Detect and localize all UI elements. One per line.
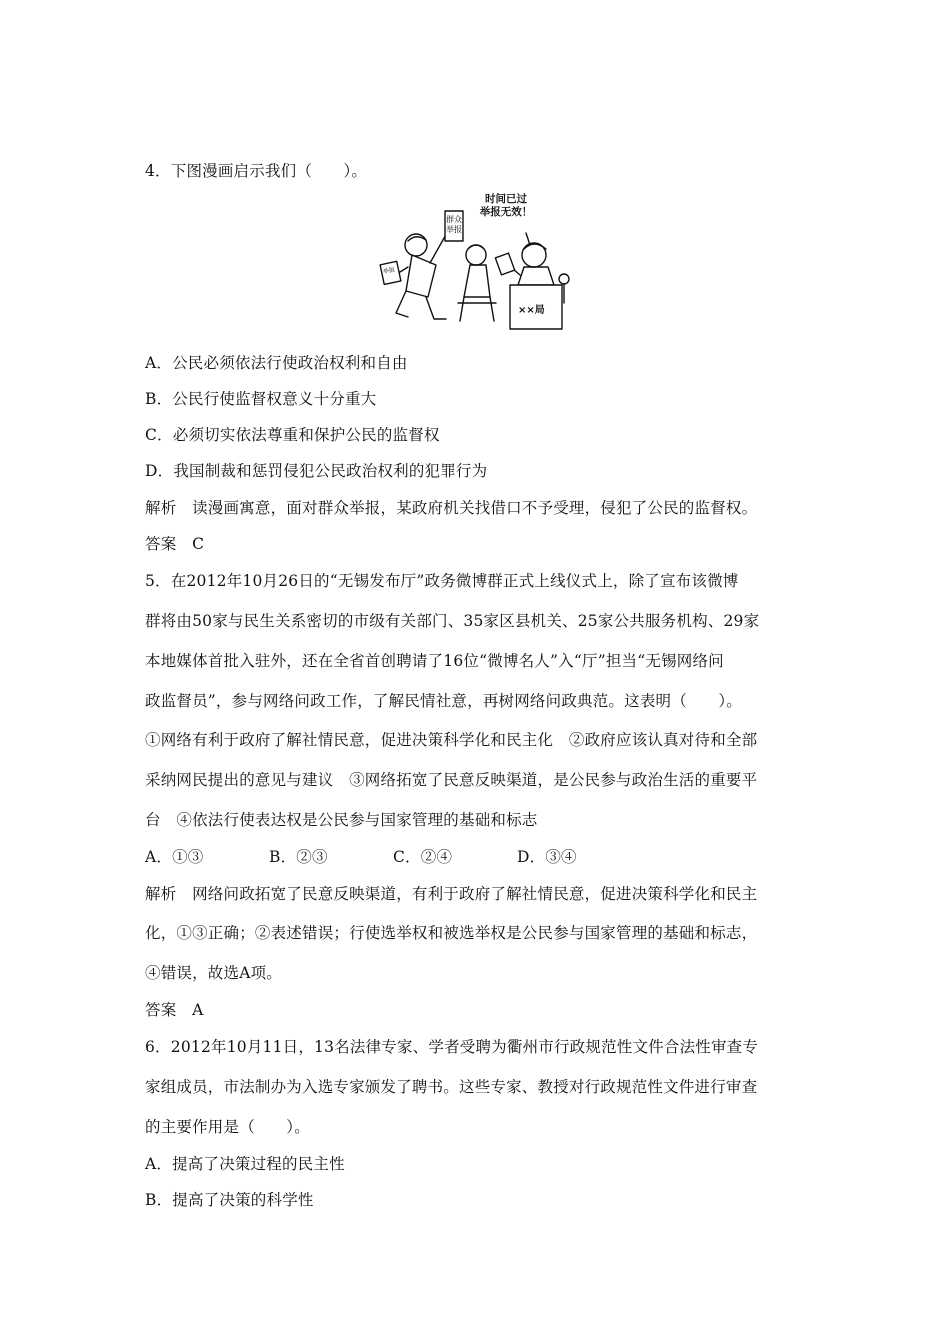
q5-analysis-line-1: 解析 网络问政拓宽了民意反映渠道，有利于政府了解社情民意，促进决策科学化和民主 (145, 885, 758, 903)
q5-option-c: C．②④ (393, 848, 453, 866)
q5-statement-line-1: ①网络有利于政府了解社情民意，促进决策科学化和民主化 ②政府应该认真对待和全部 (145, 731, 758, 749)
q4-answer: 答案 C (145, 535, 205, 553)
q5-options (145, 846, 815, 868)
q5-analysis-line-2: 化，①③正确；②表述错误；行使选举权和被选举权是公民参与国家管理的基础和标志， (145, 924, 758, 942)
q4-option-a: A．公民必须依法行使政治权利和自由 (145, 354, 408, 372)
q6-stem-line-1: 6．2012年10月11日，13名法律专家、学者受聘为衢州市行政规范性文件合法性审查专 (145, 1038, 759, 1056)
cartoon-illustration (378, 193, 578, 338)
q5-stem-line-2: 群将由50家与民生关系密切的市级有关部门、35家区县机关、25家公共服务机构、29家 (145, 612, 760, 630)
speech-bubble-text (476, 193, 536, 219)
q5-answer: 答案 A (145, 1001, 204, 1019)
q5-statement-line-3: 台 ④依法行使表达权是公民参与国家管理的基础和标志 (145, 811, 538, 829)
sign-line-1: 群众 (446, 215, 462, 224)
sign-mass-report (446, 215, 462, 235)
q5-statement-line-2: 采纳网民提出的意见与建议 ③网络拓宽了民意反映渠道，是公民参与政治生活的重要平 (145, 771, 758, 789)
q4-option-b: B．公民行使监督权意义十分重大 (145, 390, 377, 408)
q6-option-b: B．提高了决策的科学性 (145, 1191, 314, 1209)
q6-stem-line-3: 的主要作用是（ ）。 (145, 1118, 310, 1136)
q6-option-a: A．提高了决策过程的民主性 (145, 1155, 345, 1173)
q5-option-d: D．③④ (517, 848, 577, 866)
sign-report: 举报 (382, 266, 396, 276)
q4-analysis: 解析 读漫画寓意，面对群众举报，某政府机关找借口不予受理，侵犯了公民的监督权。 (145, 499, 758, 517)
sign-line-2: 举报 (446, 225, 462, 234)
q4-option-c: C．必须切实依法尊重和保护公民的监督权 (145, 426, 440, 444)
q5-stem-line-1: 5．在2012年10月26日的“无锡发布厅”政务微博群正式上线仪式上，除了宣布该微博 (145, 572, 739, 590)
q5-analysis-line-3: ④错误，故选A项。 (145, 964, 282, 982)
q4-option-d: D．我国制裁和惩罚侵犯公民政治权利的犯罪行为 (145, 462, 488, 480)
q5-stem-line-3: 本地媒体首批入驻外，还在全省首创聘请了16位“微博名人”入“厅”担当“无锡网络问 (145, 652, 724, 670)
q5-option-a: A．①③ (145, 848, 204, 866)
speech-line-1: 时间已过 (485, 193, 527, 205)
q5-stem-line-4: 政监督员”，参与网络问政工作，了解民情社意，再树网络问政典范。这表明（ ）。 (145, 692, 742, 710)
desk-label: ××局 (518, 305, 545, 316)
q5-option-b: B．②③ (269, 848, 328, 866)
speech-line-2: 举报无效！ (479, 206, 533, 218)
q4-stem: 4．下图漫画启示我们（ ）。 (145, 162, 368, 180)
q6-stem-line-2: 家组成员，市法制办为入选专家颁发了聘书。这些专家、教授对行政规范性文件进行审查 (145, 1078, 758, 1096)
